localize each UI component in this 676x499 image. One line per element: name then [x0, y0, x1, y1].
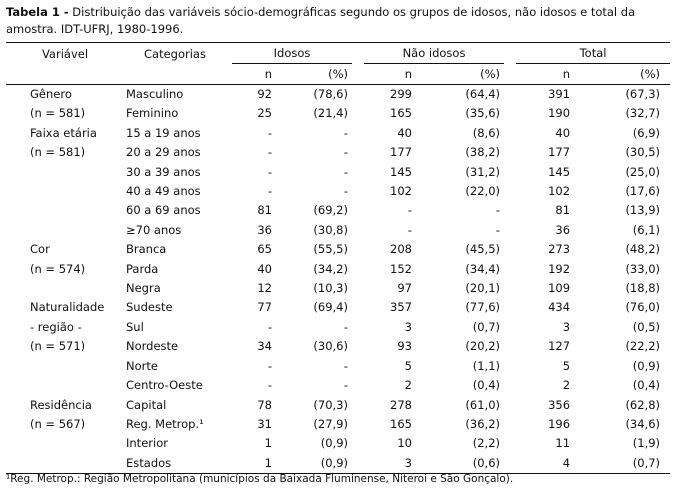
- cell-variable: Gênero: [30, 87, 72, 101]
- cell-idosos-pct: (69,2): [313, 203, 348, 218]
- cell-variable: [6, 163, 124, 182]
- cell-total-n: 40: [555, 125, 571, 140]
- header-group-idosos-label: Idosos: [232, 43, 352, 64]
- cell-idosos-n: 81: [257, 203, 272, 218]
- table-caption: [6, 4, 670, 38]
- cell-idosos-n: 78: [257, 397, 272, 412]
- cell-nao-idosos-n: 357: [390, 300, 412, 315]
- cell-nao-idosos-pct: (38,2): [465, 145, 501, 160]
- cell-total-n: 127: [548, 339, 571, 354]
- cell-total-pct: (32,7): [625, 106, 661, 121]
- cell-idosos-n: 92: [257, 87, 272, 101]
- cell-nao-idosos-pct: (45,5): [465, 242, 501, 257]
- table-row: [6, 85, 670, 105]
- cell-total-pct: (76,0): [625, 300, 661, 315]
- cell-category: 60 a 69 anos: [126, 203, 201, 218]
- header-pct: (%): [576, 64, 670, 85]
- header-group-total-label: Total: [516, 43, 670, 64]
- table-row: [6, 376, 670, 395]
- cell-total-pct: (33,0): [625, 261, 661, 276]
- cell-total-pct: (0,9): [632, 358, 661, 373]
- cell-variable: [6, 221, 124, 240]
- data-table: [6, 42, 670, 474]
- cell-idosos-pct: -: [343, 125, 348, 140]
- cell-nao-idosos-pct: (0,6): [418, 454, 510, 474]
- cell-nao-idosos-pct: (36,2): [465, 416, 501, 431]
- cell-idosos-n: -: [267, 145, 272, 160]
- cell-nao-idosos-pct: (77,6): [465, 300, 501, 315]
- cell-total-n: 81: [555, 203, 571, 218]
- cell-total-n: 2: [562, 378, 571, 393]
- cell-nao-idosos-pct: (20,2): [465, 339, 501, 354]
- cell-nao-idosos-n: 152: [390, 261, 412, 276]
- cell-idosos-pct: (27,9): [313, 416, 348, 431]
- cell-nao-idosos-n: 2: [404, 378, 412, 393]
- table-row: [6, 201, 670, 220]
- cell-variable: [6, 434, 124, 453]
- cell-variable: Residência: [30, 397, 92, 412]
- cell-nao-idosos-n: 177: [390, 145, 412, 160]
- header-group-idosos: [226, 43, 358, 65]
- table-row: [6, 104, 670, 123]
- table-row: [6, 240, 670, 259]
- table-caption-text: Distribuição das variáveis sócio-demográficas segundo os grupos de idosos, não idosos e total da amostra. IDT-UFRJ, 1980-1996.: [6, 5, 636, 36]
- cell-nao-idosos-n: 165: [390, 416, 412, 431]
- cell-total-pct: (30,5): [625, 145, 661, 160]
- cell-nao-idosos-n: 40: [397, 125, 412, 140]
- cell-idosos-pct: (30,8): [313, 222, 348, 237]
- cell-total-n: 192: [548, 261, 571, 276]
- cell-idosos-n: -: [267, 184, 272, 199]
- cell-nao-idosos-n: 3: [404, 319, 412, 334]
- cell-total-n: 5: [562, 358, 571, 373]
- cell-idosos-pct: -: [343, 358, 348, 373]
- cell-category: Sul: [126, 319, 144, 334]
- table-row: [6, 124, 670, 143]
- cell-idosos-n: -: [267, 125, 272, 140]
- cell-idosos-n: -: [267, 319, 272, 334]
- cell-idosos-pct: (70,3): [313, 397, 348, 412]
- cell-idosos-n: 34: [257, 339, 272, 354]
- cell-total-pct: (67,3): [625, 87, 661, 101]
- cell-idosos-pct: -: [343, 319, 348, 334]
- cell-nao-idosos-pct: (22,0): [465, 184, 501, 199]
- cell-category: ≥70 anos: [126, 222, 182, 237]
- cell-total-pct: (0,5): [632, 319, 661, 334]
- cell-nao-idosos-pct: -: [495, 222, 501, 237]
- header-group-total: [510, 43, 670, 65]
- table-label: Tabela 1 -: [6, 5, 69, 19]
- cell-idosos-pct: -: [343, 145, 348, 160]
- cell-category: Parda: [126, 261, 159, 276]
- cell-total-pct: (1,9): [632, 436, 661, 451]
- cell-category: Centro-Oeste: [126, 378, 203, 393]
- header-blank: [6, 64, 124, 85]
- cell-idosos-pct: (55,5): [313, 242, 348, 257]
- cell-variable: (n = 581): [30, 106, 86, 121]
- cell-total-n: 3: [562, 319, 571, 334]
- cell-idosos-n: -: [267, 358, 272, 373]
- cell-category: Masculino: [126, 87, 184, 101]
- cell-category: Feminino: [126, 106, 179, 121]
- cell-category: Reg. Metrop.¹: [126, 416, 204, 431]
- cell-total-pct: (18,8): [625, 281, 661, 296]
- cell-variable: (n = 581): [30, 145, 86, 160]
- table-row: [6, 454, 670, 474]
- cell-nao-idosos-n: 3: [358, 454, 418, 474]
- cell-nao-idosos-pct: (1,1): [472, 358, 501, 373]
- cell-idosos-n: 40: [257, 261, 272, 276]
- cell-idosos-pct: (21,4): [313, 106, 348, 121]
- cell-nao-idosos-n: -: [407, 222, 412, 237]
- header-n: n: [226, 64, 278, 85]
- cell-variable: (n = 567): [30, 416, 86, 431]
- cell-idosos-n: 31: [257, 416, 272, 431]
- cell-idosos-pct: (10,3): [313, 281, 348, 296]
- cell-total-pct: (13,9): [625, 203, 661, 218]
- cell-nao-idosos-n: 278: [390, 397, 412, 412]
- header-blank: [124, 64, 226, 85]
- cell-variable: (n = 574): [30, 261, 86, 276]
- cell-total-n: 36: [555, 222, 571, 237]
- cell-idosos-pct: (30,6): [313, 339, 348, 354]
- footnote: ¹Reg. Metrop.: Região Metropolitana (municípios da Baixada Fluminense, Niteroi e São Gonçalo).: [6, 473, 514, 485]
- cell-nao-idosos-n: 145: [390, 164, 412, 179]
- cell-total-pct: (22,2): [625, 339, 661, 354]
- cell-category: Capital: [126, 397, 167, 412]
- cell-idosos-pct: -: [343, 184, 348, 199]
- cell-variable: [6, 182, 124, 201]
- cell-nao-idosos-pct: (61,0): [465, 397, 501, 412]
- cell-nao-idosos-pct: (35,6): [465, 106, 501, 121]
- cell-variable: [6, 357, 124, 376]
- cell-category: Negra: [126, 281, 161, 296]
- header-category: Categorias: [124, 43, 226, 65]
- cell-nao-idosos-n: 97: [397, 281, 412, 296]
- cell-total-n: 109: [548, 281, 571, 296]
- cell-idosos-n: 1: [226, 454, 278, 474]
- cell-idosos-pct: (34,2): [313, 261, 348, 276]
- cell-idosos-pct: -: [343, 164, 348, 179]
- cell-nao-idosos-pct: (0,4): [472, 378, 501, 393]
- cell-nao-idosos-pct: (20,1): [465, 281, 501, 296]
- cell-idosos-n: 25: [257, 106, 272, 121]
- cell-variable: [6, 454, 124, 474]
- cell-nao-idosos-pct: (2,2): [472, 436, 501, 451]
- table-row: [6, 182, 670, 201]
- cell-total-n: 145: [548, 164, 571, 179]
- cell-idosos-n: 36: [257, 222, 272, 237]
- cell-total-pct: (25,0): [625, 164, 661, 179]
- cell-category: Interior: [126, 436, 168, 451]
- header-variable: Variável: [6, 43, 124, 65]
- header-group-nao-idosos-label: Não idosos: [364, 43, 504, 64]
- cell-nao-idosos-n: 102: [390, 184, 412, 199]
- cell-variable: Faixa etária: [30, 125, 97, 140]
- table-row: [6, 318, 670, 337]
- table-row: [6, 163, 670, 182]
- cell-total-n: 190: [548, 106, 571, 121]
- cell-category: Estados: [124, 454, 226, 474]
- header-n: n: [358, 64, 418, 85]
- table-row: [6, 337, 670, 356]
- cell-category: Sudeste: [126, 300, 173, 315]
- table-row: [6, 357, 670, 376]
- cell-idosos-pct: (69,4): [313, 300, 348, 315]
- cell-idosos-pct: (0,9): [278, 454, 358, 474]
- cell-idosos-pct: (78,6): [313, 87, 348, 101]
- cell-variable: [6, 279, 124, 298]
- cell-total-pct: (0,4): [632, 378, 661, 393]
- cell-idosos-n: 65: [257, 242, 272, 257]
- cell-nao-idosos-n: 93: [397, 339, 412, 354]
- table-row: [6, 434, 670, 453]
- header-n: n: [510, 64, 576, 85]
- cell-nao-idosos-n: 208: [390, 242, 412, 257]
- cell-nao-idosos-pct: (64,4): [465, 87, 501, 101]
- cell-idosos-n: 77: [257, 300, 272, 315]
- cell-total-pct: (62,8): [625, 397, 661, 412]
- cell-total-n: 356: [548, 397, 571, 412]
- cell-variable: - região -: [30, 319, 82, 334]
- cell-total-pct: (34,6): [625, 416, 661, 431]
- table-row: [6, 279, 670, 298]
- cell-total-n: 273: [548, 242, 571, 257]
- cell-nao-idosos-n: -: [407, 203, 412, 218]
- header-group-nao-idosos: [358, 43, 510, 65]
- cell-variable: Cor: [30, 242, 50, 257]
- cell-total-pct: (48,2): [625, 242, 661, 257]
- header-pct: (%): [278, 64, 358, 85]
- cell-nao-idosos-pct: (34,4): [465, 261, 501, 276]
- cell-nao-idosos-pct: (8,6): [472, 125, 501, 140]
- cell-nao-idosos-n: 5: [404, 358, 412, 373]
- cell-variable: [6, 201, 124, 220]
- cell-total-n: 102: [548, 184, 571, 199]
- table-row: [6, 260, 670, 279]
- table-row: [6, 415, 670, 434]
- cell-nao-idosos-n: 165: [390, 106, 412, 121]
- cell-category: 30 a 39 anos: [126, 164, 201, 179]
- cell-idosos-pct: (0,9): [320, 436, 348, 451]
- cell-variable: Naturalidade: [30, 300, 105, 315]
- cell-category: Branca: [126, 242, 167, 257]
- cell-idosos-pct: -: [343, 378, 348, 393]
- table-row: [6, 396, 670, 415]
- cell-nao-idosos-n: 299: [390, 87, 412, 101]
- cell-category: Norte: [126, 358, 158, 373]
- cell-category: 40 a 49 anos: [126, 184, 201, 199]
- table-row: [6, 221, 670, 240]
- cell-total-n: 196: [548, 416, 571, 431]
- cell-idosos-n: -: [267, 378, 272, 393]
- cell-category: 20 a 29 anos: [126, 145, 201, 160]
- cell-total-pct: (6,9): [632, 125, 661, 140]
- cell-category: 15 a 19 anos: [126, 125, 201, 140]
- table-row: [6, 298, 670, 317]
- cell-total-pct: (6,1): [632, 222, 661, 237]
- table-body: [6, 85, 670, 474]
- cell-total-n: 4: [510, 454, 576, 474]
- cell-variable: (n = 571): [30, 339, 86, 354]
- cell-total-n: 434: [548, 300, 571, 315]
- cell-total-n: 177: [548, 145, 571, 160]
- cell-nao-idosos-pct: (31,2): [465, 164, 501, 179]
- cell-idosos-n: -: [267, 164, 272, 179]
- cell-variable: [6, 376, 124, 395]
- header-pct: (%): [418, 64, 510, 85]
- cell-total-pct: (0,7): [576, 454, 670, 474]
- cell-nao-idosos-pct: (0,7): [472, 319, 501, 334]
- cell-total-pct: (17,6): [625, 184, 661, 199]
- cell-nao-idosos-pct: -: [495, 203, 501, 218]
- cell-total-n: 391: [548, 87, 571, 101]
- table-row: [6, 143, 670, 162]
- cell-nao-idosos-n: 10: [397, 436, 412, 451]
- cell-idosos-n: 1: [264, 436, 272, 451]
- cell-category: Nordeste: [126, 339, 179, 354]
- cell-idosos-n: 12: [257, 281, 272, 296]
- cell-total-n: 11: [555, 436, 571, 451]
